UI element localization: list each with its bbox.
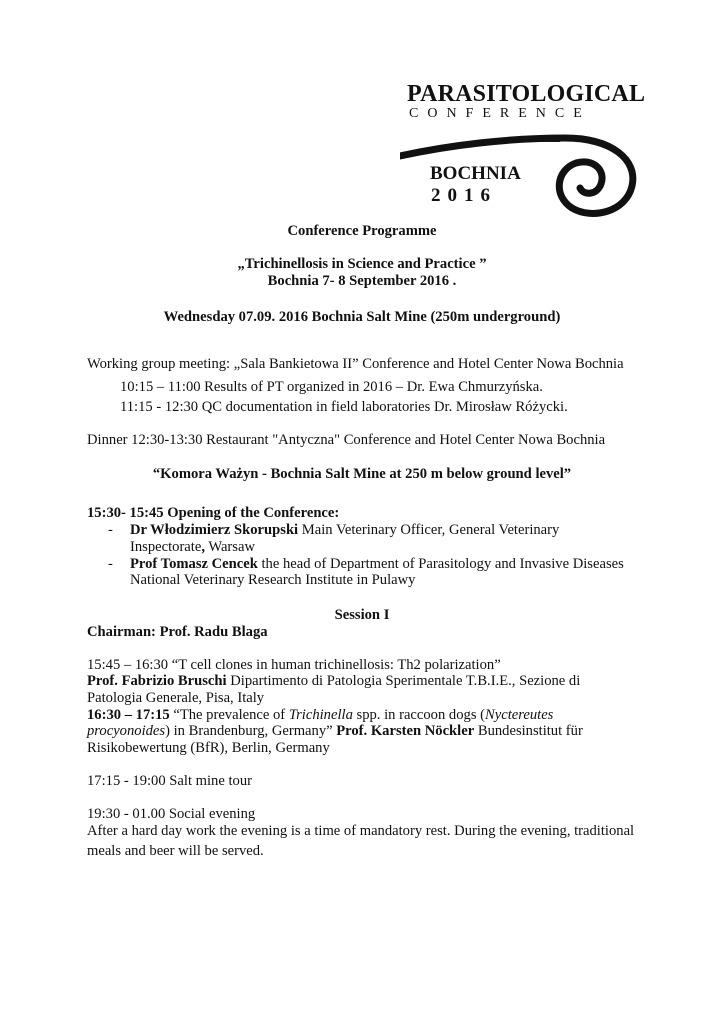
talk-speaker: Prof. Karsten Nöckler bbox=[336, 723, 475, 739]
day-heading: Wednesday 07.09. 2016 Bochnia Salt Mine (250m underground) bbox=[163, 309, 561, 325]
logo-title: PARASITOLOGICAL bbox=[407, 81, 646, 107]
social-title: 19:30 - 01.00 Social evening bbox=[87, 806, 256, 822]
talk-species: procyonoides bbox=[87, 723, 166, 739]
logo-subtitle: CONFERENCE bbox=[409, 106, 591, 121]
speaker-role: the head of Department of Parasitology and Invasive Diseases bbox=[257, 556, 624, 572]
speaker-city: Warsaw bbox=[204, 539, 255, 555]
talk-text: ) in Brandenburg, Germany” bbox=[165, 723, 337, 739]
opening-title: 15:30- 15:45 Opening of the Conference: bbox=[87, 505, 340, 521]
speaker-name: Prof Tomasz Cencek bbox=[130, 556, 258, 572]
social-text: meals and beer will be served. bbox=[87, 843, 264, 859]
working-group-item: 10:15 – 11:00 Results of PT organized in 2016 – Dr. Ewa Chmurzyńska. bbox=[120, 379, 543, 395]
logo-city: BOCHNIA bbox=[430, 163, 521, 184]
talk-affiliation-cont: Patologia Generale, Pisa, Italy bbox=[87, 690, 265, 706]
speaker-comma: , bbox=[201, 539, 205, 555]
talk-speaker-line bbox=[87, 673, 580, 690]
speaker-role: Main Veterinary Officer, General Veterinary bbox=[298, 522, 560, 538]
talk-title-cont bbox=[87, 723, 583, 740]
speaker-entry bbox=[130, 522, 559, 539]
session-chairman: Chairman: Prof. Radu Blaga bbox=[87, 624, 268, 640]
conference-dates: Bochnia 7- 8 September 2016 . bbox=[267, 273, 457, 289]
talk-affiliation: Bundesinstitut für bbox=[474, 723, 583, 739]
talk-text: “The prevalence of bbox=[169, 707, 289, 723]
spiral-icon bbox=[400, 118, 645, 218]
working-group-title: Working group meeting: „Sala Bankietowa II” Conference and Hotel Center Nowa Bochnia bbox=[87, 356, 624, 372]
talk-speaker: Prof. Fabrizio Bruschi bbox=[87, 673, 227, 689]
speaker-entry-cont bbox=[130, 539, 255, 556]
list-dash: - bbox=[108, 556, 113, 572]
talk-time: 16:30 – 17:15 bbox=[87, 707, 170, 723]
talk-title: 15:45 – 16:30 “T cell clones in human trichinellosis: Th2 polarization” bbox=[87, 657, 501, 673]
speaker-name: Dr Włodzimierz Skorupski bbox=[130, 522, 299, 538]
programme-title: Conference Programme bbox=[287, 223, 437, 239]
tour-info: 17:15 - 19:00 Salt mine tour bbox=[87, 773, 252, 789]
logo-year: 2016 bbox=[431, 185, 497, 206]
conference-subtitle: „Trichinellosis in Science and Practice ” bbox=[237, 256, 487, 272]
speaker-entry-cont: National Veterinary Research Institute in Pulawy bbox=[130, 572, 416, 588]
list-dash: - bbox=[108, 522, 113, 538]
social-text: After a hard day work the evening is a time of mandatory rest. During the evening, traditional bbox=[87, 823, 635, 839]
venue-heading: “Komora Ważyn - Bochnia Salt Mine at 250 m below ground level” bbox=[152, 466, 572, 482]
talk-title bbox=[87, 707, 553, 724]
session-title: Session I bbox=[334, 607, 390, 623]
speaker-org: Inspectorate bbox=[130, 539, 202, 555]
talk-text: spp. in raccoon dogs ( bbox=[352, 707, 486, 723]
talk-species: Nyctereutes bbox=[485, 707, 554, 723]
speaker-entry bbox=[130, 556, 624, 573]
talk-species: Trichinella bbox=[288, 707, 353, 723]
dinner-info: Dinner 12:30-13:30 Restaurant "Antyczna" Conference and Hotel Center Nowa Bochnia bbox=[87, 432, 606, 448]
working-group-item: 11:15 - 12:30 QC documentation in field laboratories Dr. Mirosław Różycki. bbox=[120, 399, 568, 415]
talk-affiliation: Dipartimento di Patologia Sperimentale T.B.I.E., Sezione di bbox=[226, 673, 581, 689]
talk-affiliation-cont: Risikobewertung (BfR), Berlin, Germany bbox=[87, 740, 330, 756]
